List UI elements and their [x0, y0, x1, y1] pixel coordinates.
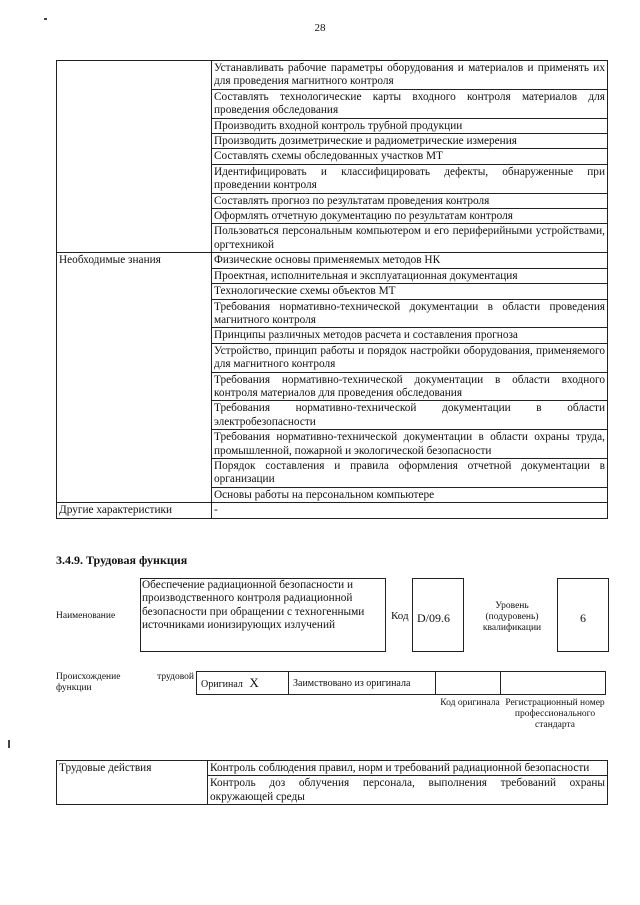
code-value-box: D/09.6: [412, 578, 464, 652]
row-text: Пользоваться персональным компьютером и его периферийными устройствами, оргтехникой: [212, 224, 608, 253]
row-text: Требования нормативно-технической документации в области проведения магнитного контроля: [212, 299, 608, 328]
section-title: 3.4.9. Трудовая функция: [56, 553, 188, 567]
scan-mark: [44, 18, 47, 20]
name-label: Наименование: [56, 611, 116, 621]
row-text: Проектная, исполнительная и эксплуатационная документация: [212, 268, 608, 283]
row-text: Устройство, принцип работы и порядок настройки оборудования, применяемого для магнитного контроля: [212, 343, 608, 372]
reg-number-cell: [501, 672, 606, 695]
row-text: Технологические схемы объектов МТ: [212, 284, 608, 299]
labor-actions-table: [56, 760, 608, 805]
page-number: 28: [314, 22, 326, 34]
row-text: Требования нормативно-технической документации в области входного контроля материалов для проведения обследования: [212, 372, 608, 401]
row-text: Принципы различных методов расчета и составления прогноза: [212, 328, 608, 343]
row-text: Физические основы применяемых методов НК: [212, 253, 608, 268]
code-original-cell: [436, 672, 501, 695]
row-text: Устанавливать рабочие параметры оборудования и материалов и применять их для проведения магнитного контроля: [212, 61, 608, 90]
skills-knowledge-table: [56, 60, 608, 519]
original-label: Оригинал: [201, 679, 243, 690]
borrowed-cell: Заимствовано из оригинала: [289, 672, 436, 695]
function-name-box: Обеспечение радиационной безопасности и производственного контроля радиационной безопасности при обращении с техногенными источниками ионизирующих излучений: [140, 578, 386, 652]
row-text: Идентифицировать и классифицировать дефекты, обнаруженные при проведении контроля: [212, 164, 608, 193]
row-text: -: [212, 503, 608, 518]
row-text: Производить дозиметрические и радиометрические измерения: [212, 134, 608, 149]
level-value-box: 6: [557, 578, 609, 652]
row-text: Контроль доз облучения персонала, выполнения требований охраны окружающей среды: [208, 776, 608, 805]
origin-table: [196, 671, 606, 695]
row-label: [57, 61, 212, 253]
row-label: Трудовые действия: [57, 761, 208, 805]
row-label: Необходимые знания: [57, 253, 212, 503]
row-text: Составлять технологические карты входного контроля материалов для проведения обследования: [212, 89, 608, 118]
original-cell: [197, 672, 289, 695]
row-text: Составлять схемы обследованных участков МТ: [212, 149, 608, 164]
row-text: Основы работы на персональном компьютере: [212, 487, 608, 502]
table-row: [57, 61, 608, 90]
row-text: Составлять прогноз по результатам проведения контроля: [212, 193, 608, 208]
table-row: [57, 761, 608, 776]
row-text: Оформлять отчетную документацию по результатам контроля: [212, 209, 608, 224]
row-text: Порядок составления и правила оформления отчетной документации в организации: [212, 458, 608, 487]
row-text: Производить входной контроль трубной продукции: [212, 118, 608, 133]
row-text: Контроль соблюдения правил, норм и требований радиационной безопасности: [208, 761, 608, 776]
code-label: Код: [391, 610, 409, 622]
table-row: [57, 253, 608, 268]
origin-label: Происхождение трудовой функции: [56, 672, 194, 693]
code-original-label: Код оригинала: [440, 698, 500, 708]
table-row: [57, 503, 608, 518]
level-label: Уровень (подуровень) квалификации: [482, 601, 542, 633]
row-text: Требования нормативно-технической документации в области электробезопасности: [212, 401, 608, 430]
original-mark: X: [249, 675, 259, 690]
scan-mark: [8, 740, 10, 748]
row-text: Требования нормативно-технической документации в области охраны труда, промышленной, пожарной и экологической безопасности: [212, 430, 608, 459]
row-label: Другие характеристики: [57, 503, 212, 518]
reg-number-label: Регистрационный номер профессионального стандарта: [505, 698, 605, 730]
